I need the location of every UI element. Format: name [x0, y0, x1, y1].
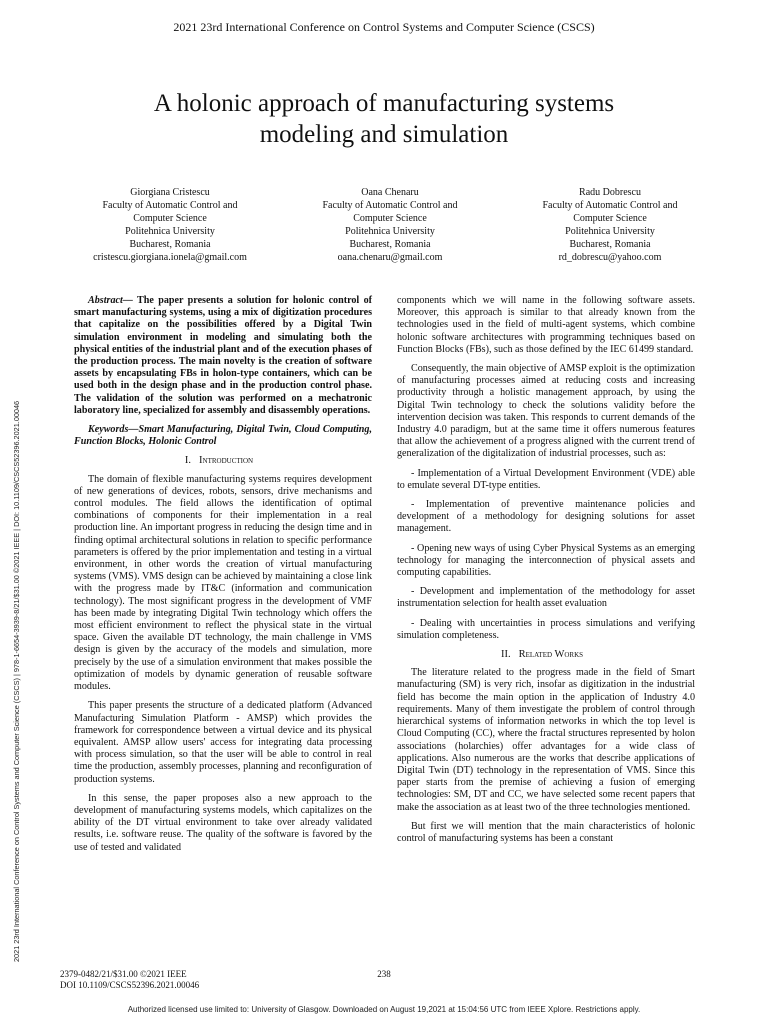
section-number: II. [500, 649, 511, 661]
abstract-text: The paper presents a solution for holonic control of smart manufacturing systems, using a mix of digitization procedures that capitalize on the possibilities offered by a Digital Twin simulation environment in modeling and simulating both the physical entities of the industrial plant and of the execution phases of the production process. The main novelty is the creation of software assets by encapsulating FBs in holon-type containers, which can be used both in the design phase and in the production control phase. The validation of the solution was performed on a mechatronic laboratory line, specialized for assembly and disassembly operations. [74, 295, 372, 416]
footer-price-line: 2379-0482/21/$31.00 ©2021 IEEE [60, 969, 187, 979]
author-name: Oana Chenaru [361, 187, 419, 198]
abstract-label: Abstract— [88, 295, 133, 306]
license-notice: Authorized licensed use limited to: University of Glasgow. Downloaded on August 19,2021 at 15:04:56 UTC from IEEE Xplore. Restrictions apply. [127, 1005, 641, 1014]
author-affiliation: Faculty of Automatic Control and [102, 200, 238, 211]
bullet-item: - Dealing with uncertainties in process simulations and verifying simulation completeness. [397, 617, 695, 641]
author-3 [500, 186, 720, 264]
body-paragraph: components which we will name in the following software assets. Moreover, this approach is similar to that already known from the technologies used in the field of multi-agent systems, which combine holonic software architectures with programming techniques based on Function Blocks (FBs), such as those defined by the IEC 61499 standard. [397, 295, 695, 355]
author-university: Politehnica University [125, 226, 215, 237]
left-column [74, 295, 372, 861]
author-city: Bucharest, Romania [349, 239, 431, 250]
author-affiliation: Computer Science [353, 213, 427, 224]
bullet-item: - Implementation of preventive maintenance policies and development of a methodology for designing solutions for asset management. [397, 499, 695, 535]
section-title: Related Works [518, 649, 584, 661]
author-name: Giorgiana Cristescu [130, 187, 210, 198]
section-title: Introduction [199, 455, 254, 467]
section-heading-related-works [397, 649, 695, 661]
paper-title [40, 88, 728, 150]
author-affiliation: Faculty of Automatic Control and [322, 200, 458, 211]
section-heading-introduction [74, 455, 372, 467]
title-line-1: A holonic approach of manufacturing systems [153, 90, 615, 117]
author-name: Radu Dobrescu [579, 187, 641, 198]
author-university: Politehnica University [565, 226, 655, 237]
keywords: Keywords—Smart Manufacturing, Digital Twin, Cloud Computing, Function Blocks, Holonic Control [74, 424, 372, 448]
right-column [397, 295, 695, 852]
author-email: cristescu.giorgiana.ionela@gmail.com [93, 252, 247, 263]
author-email: rd_dobrescu@yahoo.com [558, 252, 662, 263]
body-paragraph: This paper presents the structure of a dedicated platform (Advanced Manufacturing Simulation Platform - AMSP) which provides the framework for correspondence between a virtual device and its physical equivalent. AMSP allow users' access for integrating data processing with process simulation, so that the user will be able to control in real time the production, assembly processes, planning and reconfiguration of production systems. [74, 700, 372, 785]
author-university: Politehnica University [345, 226, 435, 237]
body-paragraph: The domain of flexible manufacturing systems requires development of new generations of devices, robots, sensors, drive mechanisms and control modules. The field allows the identification of optimal combinations of components for their implementation in a real production line. An important progress in reducing the design time and in finding optimal architectural solutions in relation to specific performance parameters is offered by the prior implementation and testing in a virtual environment, in other words the creation of virtual manufacturing systems (VMS). VMS design can be achieved by maintaining a close link with the progress made by IT&C (information and communication technology). The most significant progress in the development of VMF has been made by integrating Digital Twin technology which offers the most efficient environment to reflect the physical state in the virtual space. Given the available DT technology, the main challenge in VMS design is given by the accuracy of the models and simulation, more precisely by the use of a simulation environment that makes possible the optimization of models by dynamic generation of reusable software modules. [74, 473, 372, 693]
author-2 [280, 186, 500, 264]
author-city: Bucharest, Romania [129, 239, 211, 250]
bullet-item: - Development and implementation of the methodology for asset instrumentation selection for health asset evaluation [397, 586, 695, 610]
body-paragraph: In this sense, the paper proposes also a new approach to the development of manufacturing systems models, which capitalizes on the ability of the DT virtual environment to take over already validated results, i.e. software reuse. The quality of the software is favored by the use of tested and validated [74, 792, 372, 853]
body-paragraph: But first we will mention that the main characteristics of holonic control of manufacturing systems has been a constant [397, 820, 695, 844]
author-block [60, 186, 720, 264]
page-number: 238 [377, 969, 391, 979]
author-affiliation: Computer Science [133, 213, 207, 224]
body-paragraph: The literature related to the progress made in the field of Smart manufacturing (SM) is very rich, insofar as digitization in the industrial field has become the main option in the application of Industry 4.0 requirements. Many of them investigate the problem of control through hierarchical systems of information networks in which the top level is Cloud Computing (CC), where the fractal structures represented by holon associations (holarchies) offer advantages for a wide class of applications. Also numerous are the works that describe applications of Digital Twin (DT) technology in the representation of VMS. Since this paper starts from the premise of achieving a fusion of emerging technologies: SM, DT and CC, we have selected some recent papers that make the association as at least two of the three technologies mentioned. [397, 667, 695, 813]
body-paragraph: Consequently, the main objective of AMSP exploit is the optimization of manufacturing processes aimed at reducing costs and increasing productivity through a holistic management approach, by using the Digital Twin technology to check the solutions validity before the intervention decision was taken. This responds to current demands of the Industry 4.0 paradigm, but at the same time it offers numerous features that allow the achievement of a progress aligned with the current trend of generalization of the digitalization of industrial processes, such as: [397, 363, 695, 460]
conference-header: 2021 23rd International Conference on Control Systems and Computer Science (CSCS) [173, 20, 595, 34]
bullet-item: - Opening new ways of using Cyber Physical Systems as an emerging technology for managing the interconnection of physical assets and computing capabilities. [397, 542, 695, 579]
title-line-2: modeling and simulation [259, 121, 509, 148]
abstract [74, 295, 372, 417]
author-1 [60, 186, 280, 264]
author-email: oana.chenaru@gmail.com [337, 252, 443, 263]
author-city: Bucharest, Romania [569, 239, 651, 250]
author-affiliation: Computer Science [573, 213, 647, 224]
author-affiliation: Faculty of Automatic Control and [542, 200, 678, 211]
footer-doi-line: DOI 10.1109/CSCS52396.2021.00046 [60, 980, 200, 990]
bullet-item: - Implementation of a Virtual Development Environment (VDE) able to emulate several DT-type entities. [397, 467, 695, 491]
section-number: I. [184, 455, 192, 467]
sidebar-citation: 2021 23rd International Conference on Control Systems and Computer Science (CSCS) | 978-1-6654-3939-8/21/$31.00 ©2021 IEEE | DOI: 10.1109/CSCS52396.2021.00046 [12, 400, 21, 962]
